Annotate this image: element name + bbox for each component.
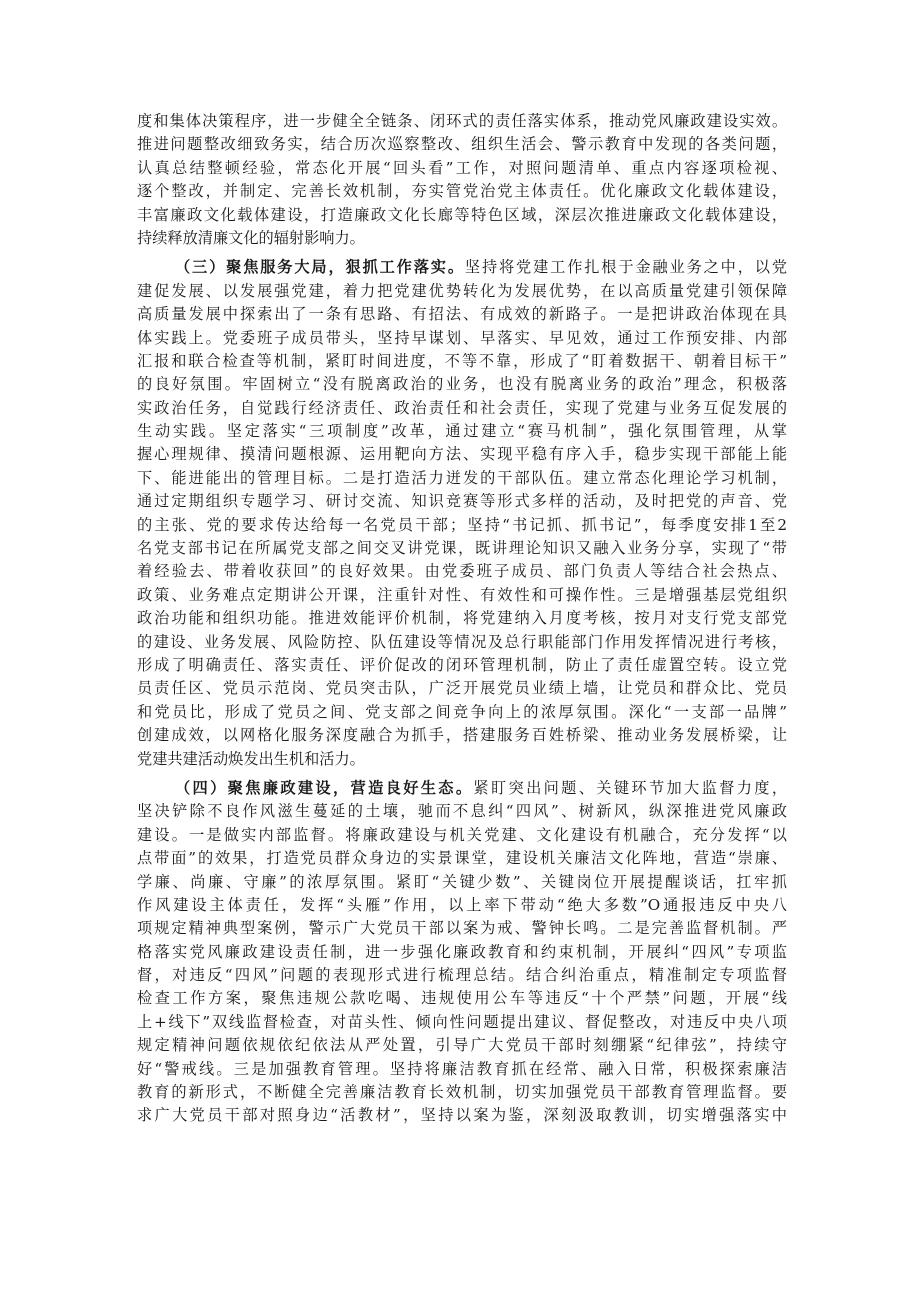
text-line: 作风建设主体责任，发挥“头雁”作用，以上率下带动“绝大多数”O通报违反中央八: [137, 895, 787, 914]
text-line: 汇报和联合检查等机制，紧盯时间进度，不等不靠，形成了“盯着数据干、朝着目标干”: [137, 351, 787, 370]
text-line: 教育的新形式，不断健全完善廉洁教育长效机制，切实加强党员干部教育管理监督。要: [137, 1083, 787, 1102]
text-line: 检查工作方案，聚焦违规公款吃喝、违规使用公车等违反“十个严禁”问题，开展“线: [137, 989, 787, 1008]
text-line: 好“警戒线。三是加强教育管理。坚持将廉洁教育抓在经常、融入日常，积极探索廉洁: [137, 1059, 787, 1078]
text-line: 点带面”的效果，打造党员群众身边的实景课堂，建设机关廉洁文化阵地，营造“崇廉、: [137, 849, 787, 868]
text-line: 政治功能和组织功能。推进效能评价机制，将党建纳入月度考核，按月对支行党支部党: [137, 609, 787, 628]
text-line: 体实践上。党委班子成员带头，坚持早谋划、早落实、早见效，通过工作预安排、内部: [137, 328, 787, 347]
text-line: 推进问题整改细致务实，结合历次巡察整改、组织生活会、警示教育中发现的各类问题，: [137, 135, 787, 154]
text-line: 建设。一是做实内部监督。将廉政建设与机关党建、文化建设有机融合，充分发挥“以: [137, 825, 787, 844]
text-line: 的建设、业务发展、风险防控、队伍建设等情况及总行职能部门作用发挥情况进行考核，: [137, 632, 787, 651]
text-line: 的良好氛围。牢固树立“没有脱离政治的业务，也没有脱离业务的政治”理念，积极落: [137, 375, 787, 394]
text-line: 实政治任务，自觉践行经济责任、政治责任和社会责任，实现了党建与业务互促发展的: [137, 398, 787, 417]
paragraph-2: [137, 256, 787, 771]
text-line: 形成了明确责任、落实责任、评价促改的闭环管理机制，防止了责任虚置空转。设立党: [137, 655, 787, 674]
section-heading: （三）聚焦服务大局，狠抓工作落实。: [175, 258, 465, 277]
text-line: 党建共建活动焕发出生机和活力。: [137, 749, 365, 768]
paragraph-first-line: [137, 256, 787, 279]
text-line: 督，对违反“四风”问题的表现形式进行梳理总结。结合纠治重点，精准制定专项监督: [137, 966, 787, 985]
text-line: 通过定期组织专题学习、研讨交流、知识竞赛等形式多样的活动，及时把党的声音、党: [137, 492, 787, 511]
text-line: 逐个整改，并制定、完善长效机制，夯实管党治党主体责任。优化廉政文化载体建设，: [137, 182, 787, 201]
text-line: 丰富廉政文化载体建设，打造廉政文化长廊等特色区域，深层次推进廉政文化载体建设，: [137, 205, 787, 224]
text-line: 格落实党风廉政建设责任制，进一步强化廉政教育和约束机制，开展纠“四风”专项监: [137, 942, 787, 961]
text-line: 着经验去、带着收获回”的良好效果。由党委班子成员、部门负责人等结合社会热点、: [137, 562, 787, 581]
text-line: 创建成效，以网格化服务深度融合为抓手，搭建服务百姓桥梁、推动业务发展桥梁，让: [137, 726, 787, 745]
text-line: 员责任区、党员示范岗、党员突击队，广泛开展党员业绩上墙，让党员和群众比、党员: [137, 679, 787, 698]
text-line: 的主张、党的要求传达给每一名党员干部；坚持“书记抓、抓书记”，每季度安排1至2: [137, 515, 787, 534]
text-line: 建促发展、以发展强党建，着力把党建优势转化为发展优势，在以高质量党建引领保障: [137, 281, 787, 300]
text-line: 规定精神问题依规依纪依法从严处置，引导广大党员干部时刻绷紧“纪律弦”，持续守: [137, 1036, 787, 1055]
paragraph-3: [137, 777, 787, 1128]
text-line: 坚决铲除不良作风滋生蔓延的土壤，驰而不息纠“四风”、树新风，纵深推进党风廉政: [137, 802, 787, 821]
text-line: 政策、业务难点定期讲公开课，注重针对性、有效性和可操作性。三是增强基层党组织: [137, 585, 787, 604]
document-page: [137, 110, 787, 1128]
text-line: 下、能进能出的管理目标。二是打造活力迸发的干部队伍。建立常态化理论学习机制，: [137, 468, 787, 487]
section-heading: （四）聚焦廉政建设，营造良好生态。: [175, 778, 474, 797]
text-line: 和党员比，形成了党员之间、党支部之间竞争向上的浓厚氛围。深化“一支部一品牌”: [137, 702, 787, 721]
text-line: 上+线下”双线监督检查，对苗头性、倾向性问题提出建议、督促整改，对违反中央八项: [137, 1012, 787, 1031]
text-line: 名党支部书记在所属党支部之间交叉讲党课，既讲理论知识又融入业务分享，实现了“带: [137, 539, 787, 558]
paragraph-1: [137, 110, 787, 250]
text-line: 生动实践。坚定落实“三项制度”改革，通过建立“赛马机制”，强化氛围管理，从掌: [137, 422, 787, 441]
text-line: 高质量发展中探索出了一条有思路、有招法、有成效的新路子。一是把讲政治体现在具: [137, 305, 787, 324]
text-line: 度和集体决策程序，进一步健全全链条、闭环式的责任落实体系，推动党风廉政建设实效。: [137, 112, 787, 130]
text-run: 紧盯突出问题、关键环节加大监督力度，: [473, 778, 787, 797]
paragraph-first-line: [137, 777, 787, 800]
text-line: 学廉、尚廉、守廉”的浓厚氛围。紧盯“关键少数”、关键岗位开展提醒谈话，扛牢抓: [137, 872, 787, 891]
text-line: 握心理规律、摸清问题根源、运用靶向方法、实现平稳有序入手，稳步实现干部能上能: [137, 445, 787, 464]
text-line: 认真总结整顿经验，常态化开展“回头看”工作，对照问题清单、重点内容逐项检视、: [137, 158, 787, 177]
text-line: 项规定精神典型案例，警示广大党员干部以案为戒、警钟长鸣。二是完善监督机制。严: [137, 919, 787, 938]
text-line: 求广大党员干部对照身边“活教材”，坚持以案为鉴，深刻汲取教训，切实增强落实中: [137, 1106, 787, 1125]
text-line: 持续释放清廉文化的辐射影响力。: [137, 228, 365, 247]
text-run: 坚持将党建工作扎根于金融业务之中，以党: [464, 258, 787, 277]
